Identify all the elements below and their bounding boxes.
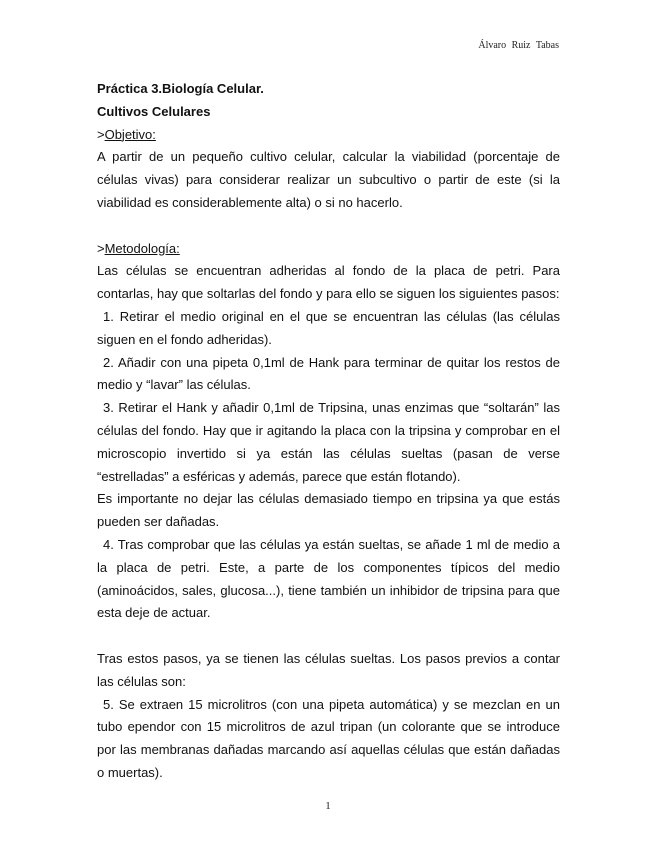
step-3: 3. Retirar el Hank y añadir 0,1ml de Tripsina, unas enzimas que “soltarán” las células del fondo. Hay que ir agitando la placa con la tripsina y comprobar en el microscopio invertido si ya están las células sueltas (pasan de verse “estrelladas” a esféricas y además, parece que están flotando).	[97, 400, 560, 484]
methodology-intro: Las células se encuentran adheridas al fondo de la placa de petri. Para contarlas, hay que soltarlas del fondo y para ello se siguen los siguientes pasos:	[97, 263, 560, 302]
methodology-prefix: >	[97, 240, 105, 256]
objective-heading: Objetivo:	[104, 126, 156, 142]
step-1: 1. Retirar el medio original en el que se encuentran las células (las células siguen en el fondo adheridas).	[97, 308, 560, 347]
paragraph-gap	[97, 215, 560, 238]
document-subtitle: Cultivos Celulares	[97, 103, 211, 119]
methodology-heading-line	[97, 238, 560, 261]
paragraph-gap	[97, 625, 560, 648]
page-number: 1	[325, 800, 331, 812]
step-2: 2. Añadir con una pipeta 0,1ml de Hank para terminar de quitar los restos de medio y “lavar” las células.	[97, 354, 560, 393]
step-5: 5. Se extraen 15 microlitros (con una pipeta automática) y se mezclan en un tubo ependor con 15 microlitros de azul tripan (un colorante que se introduce por las membranas dañadas marcando así aquellas células que están dañadas o muertas).	[97, 696, 560, 780]
objective-text: A partir de un pequeño cultivo celular, calcular la viabilidad (porcentaje de células vivas) para considerar realizar un subcultivo o partir de este (si la viabilidad es considerablemente alta) o si no hacerlo.	[97, 149, 560, 210]
document-body	[97, 78, 560, 785]
objective-heading-line	[97, 124, 560, 147]
objective-prefix: >	[97, 126, 105, 142]
document-title: Práctica 3.Biología Celular.	[97, 81, 264, 96]
tripsin-note: Es importante no dejar las células demasiado tiempo en tripsina ya que estás pueden ser dañadas.	[97, 491, 560, 530]
after-steps-text: Tras estos pasos, ya se tienen las células sueltas. Los pasos previos a contar las células son:	[97, 650, 560, 689]
step-4: 4. Tras comprobar que las células ya están sueltas, se añade 1 ml de medio a la placa de petri. Este, a parte de los componentes típicos del medio (aminoácidos, sales, glucosa...), tiene también un inhibidor de tripsina para que esta deje de actuar.	[97, 536, 560, 621]
header-author: Álvaro Ruiz Tabas	[478, 40, 559, 51]
methodology-heading: Metodología:	[104, 240, 180, 256]
